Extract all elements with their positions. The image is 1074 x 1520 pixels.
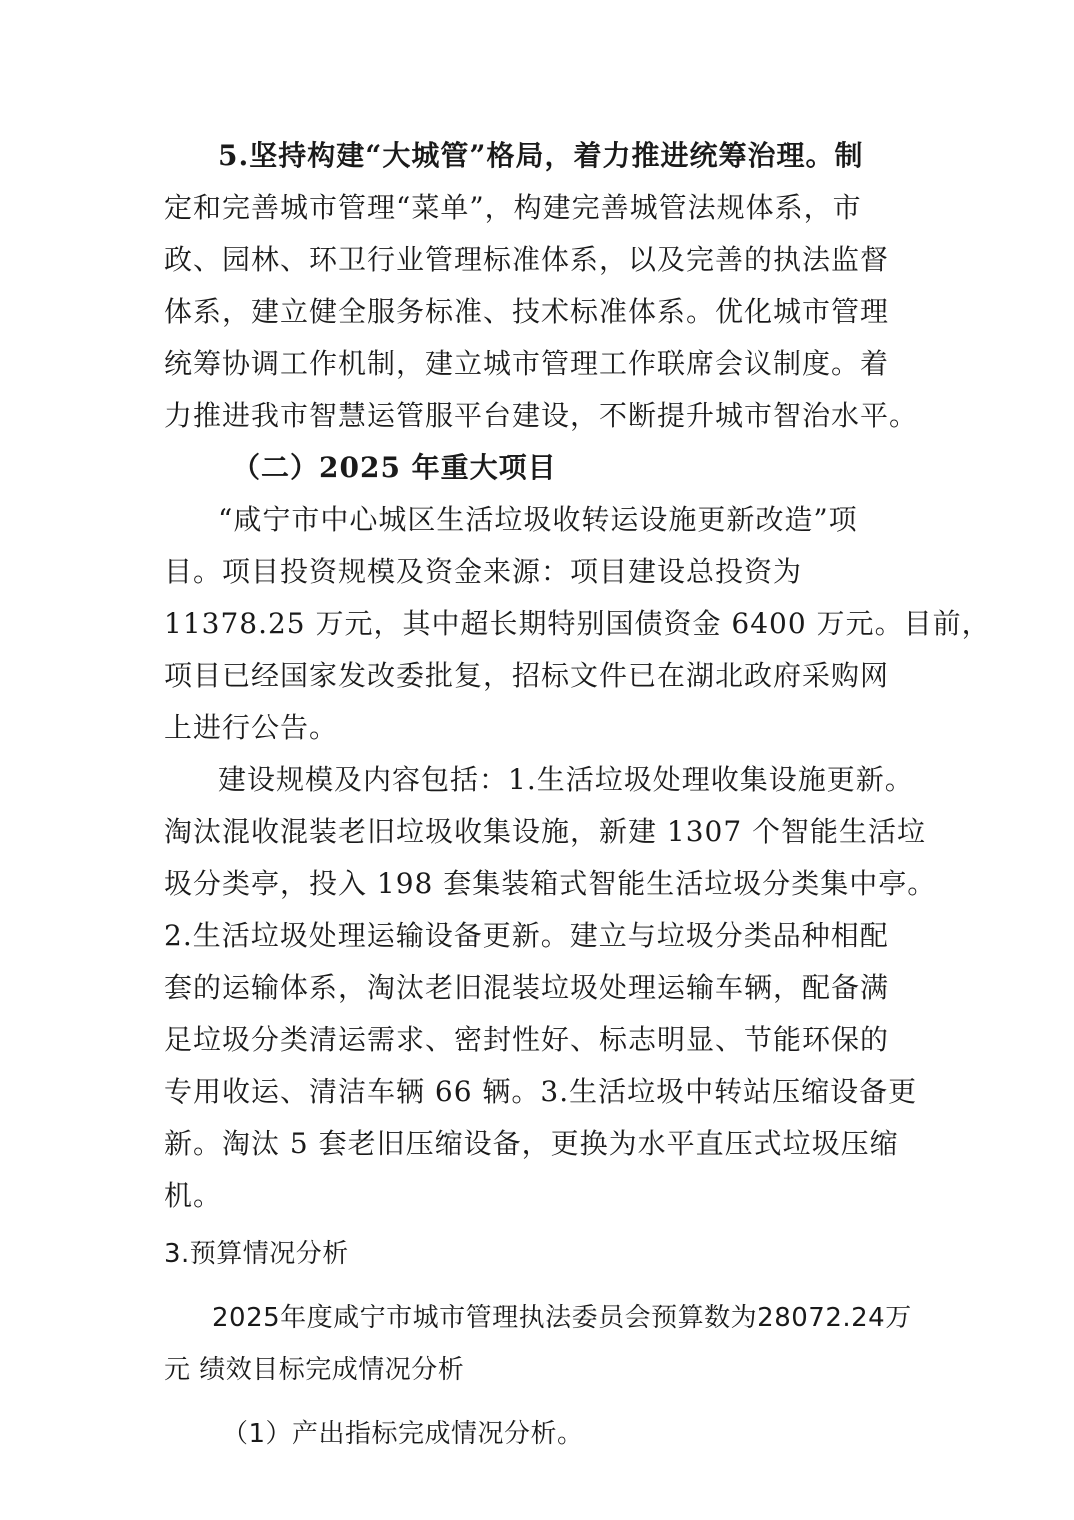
paragraph-line: 机。 <box>164 1179 223 1212</box>
paragraph-line: 2025年度咸宁市城市管理执法委员会预算数为28072.24万 <box>212 1303 912 1333</box>
paragraph-line: 统筹协调工作机制，建立城市管理工作联席会议制度。着 <box>164 347 890 380</box>
paragraph-line: 新。淘汰 5 套老旧压缩设备，更换为水平直压式垃圾压缩 <box>164 1127 899 1160</box>
paragraph-line: （1）产出指标完成情况分析。 <box>222 1419 584 1449</box>
paragraph-line: “咸宁市中心城区生活垃圾收转运设施更新改造”项 <box>218 503 858 536</box>
paragraph-line: 2.生活垃圾处理运输设备更新。建立与垃圾分类品种相配 <box>164 919 889 952</box>
subsection-heading: 3.预算情况分析 <box>164 1239 349 1269</box>
paragraph-line: 建设规模及内容包括：1.生活垃圾处理收集设施更新。 <box>218 763 914 796</box>
paragraph-line: 目。项目投资规模及资金来源：项目建设总投资为 <box>164 555 803 588</box>
paragraph-line: 元 绩效目标完成情况分析 <box>164 1355 465 1385</box>
paragraph-line: 圾分类亭，投入 198 套集装箱式智能生活垃圾分类集中亭。 <box>164 867 937 900</box>
paragraph-line: 项目已经国家发改委批复，招标文件已在湖北政府采购网 <box>164 659 890 692</box>
paragraph-line: 政、园林、环卫行业管理标准体系，以及完善的执法监督 <box>164 243 890 276</box>
paragraph-line: 上进行公告。 <box>164 711 339 744</box>
paragraph-line: 11378.25 万元，其中超长期特别国债资金 6400 万元。目前， <box>164 607 991 640</box>
paragraph-line: 力推进我市智慧运管服平台建设，不断提升城市智治水平。 <box>164 399 919 432</box>
section-heading: （二）2025 年重大项目 <box>232 451 557 484</box>
paragraph-line: 淘汰混收混装老旧垃圾收集设施，新建 1307 个智能生活垃 <box>164 815 927 848</box>
paragraph-line: 套的运输体系，淘汰老旧混装垃圾处理运输车辆，配备满 <box>164 971 890 1004</box>
paragraph-line: 足垃圾分类清运需求、密封性好、标志明显、节能环保的 <box>164 1023 890 1056</box>
paragraph-line: 体系，建立健全服务标准、技术标准体系。优化城市管理 <box>164 295 890 328</box>
paragraph-line: 定和完善城市管理“菜单”，构建完善城管法规体系，市 <box>164 191 862 224</box>
paragraph-line: 5.坚持构建“大城管”格局，着力推进统筹治理。制 <box>218 139 864 172</box>
paragraph-line: 专用收运、清洁车辆 66 辆。3.生活垃圾中转站压缩设备更 <box>164 1075 918 1108</box>
